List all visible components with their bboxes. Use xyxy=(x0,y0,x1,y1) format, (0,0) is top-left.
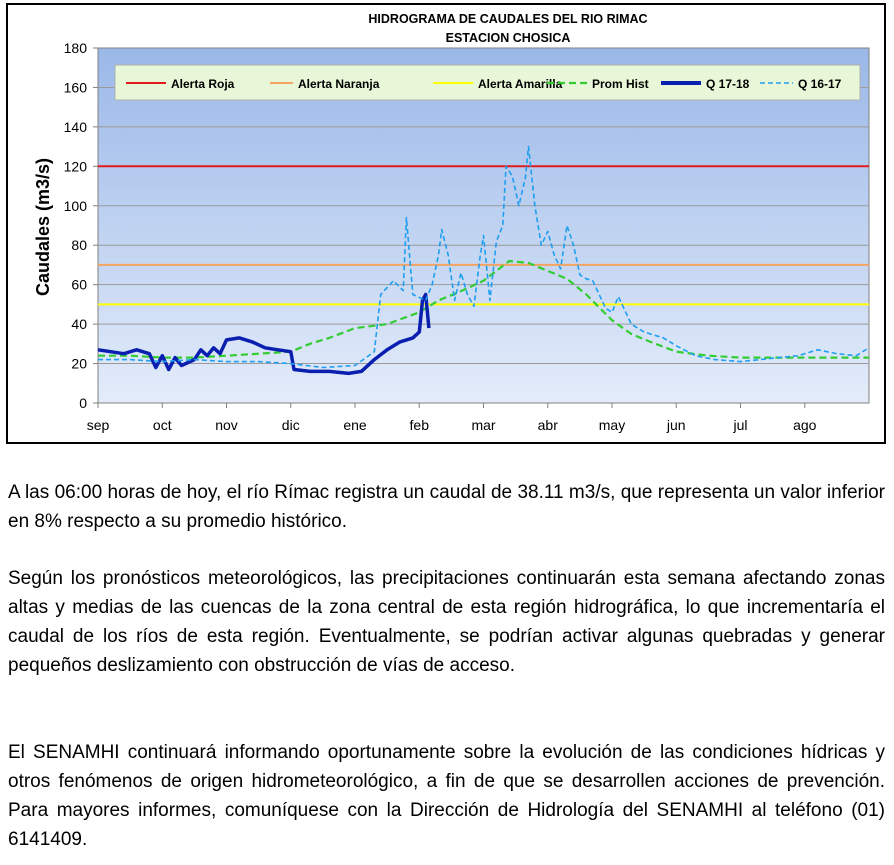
y-tick-label: 140 xyxy=(63,118,87,135)
y-tick-label: 40 xyxy=(71,316,87,333)
chart-canvas xyxy=(8,5,884,442)
x-tick-label: dic xyxy=(281,417,300,433)
legend-label: Q 16-17 xyxy=(798,77,842,91)
x-tick-label: may xyxy=(598,417,626,433)
y-tick-label: 20 xyxy=(71,355,87,372)
paragraph-forecast: Según los pronósticos meteorológicos, las precipitaciones continuarán esta semana afectando zonas altas y medias de las cuencas de la zona central de esta región hidrográfica, lo que incrementaría el caudal de los ríos de esta región. Eventualmente, se podrían activar algunas quebradas y generar pequeños deslizamiento con obstrucción de vías de acceso. xyxy=(8,568,885,676)
x-tick-label: sep xyxy=(86,417,110,433)
y-tick-label: 80 xyxy=(71,237,87,254)
legend-label: Prom Hist xyxy=(592,77,649,91)
x-tick-label: jul xyxy=(733,417,748,433)
chart-title: HIDROGRAMA DE CAUDALES DEL RIO RIMAC xyxy=(368,12,648,26)
x-tick-label: ene xyxy=(343,417,367,433)
y-tick-label: 120 xyxy=(63,158,87,175)
y-tick-label: 100 xyxy=(63,197,87,214)
paragraph-current-flow: A las 06:00 horas de hoy, el río Rímac registra un caudal de 38.11 m3/s, que representa un valor inferior en 8% respecto a su promedio histórico. xyxy=(8,482,885,532)
legend-label: Alerta Amarilla xyxy=(478,77,563,91)
chart-subtitle: ESTACION CHOSICA xyxy=(445,31,571,45)
x-tick-label: jun xyxy=(666,417,686,433)
x-tick-label: oct xyxy=(152,417,172,433)
y-axis-label: Caudales (m3/s) xyxy=(33,157,53,297)
legend-label: Alerta Naranja xyxy=(298,77,380,91)
y-tick-label: 0 xyxy=(79,395,87,411)
x-tick-label: nov xyxy=(215,417,238,433)
paragraph-contact: El SENAMHI continuará informando oportunamente sobre la evolución de las condiciones hídricas y otros fenómenos de origen hidrometeorológico, a fin de que se desarrollen acciones de prevención. Para mayores informes, comuníquese con la Dirección de Hidrología del SENAMHI al teléfono (01) 6141409. xyxy=(8,742,885,850)
x-tick-label: feb xyxy=(409,417,429,433)
x-tick-label: abr xyxy=(537,417,558,433)
legend-label: Q 17-18 xyxy=(706,77,750,91)
legend xyxy=(115,65,860,100)
x-tick-label: ago xyxy=(793,417,817,433)
y-tick-label: 60 xyxy=(71,276,87,293)
hydrograph-chart xyxy=(6,3,886,444)
x-tick-label: mar xyxy=(471,417,496,433)
y-tick-label: 180 xyxy=(63,40,87,56)
y-tick-label: 160 xyxy=(63,79,87,96)
legend-label: Alerta Roja xyxy=(171,77,235,91)
